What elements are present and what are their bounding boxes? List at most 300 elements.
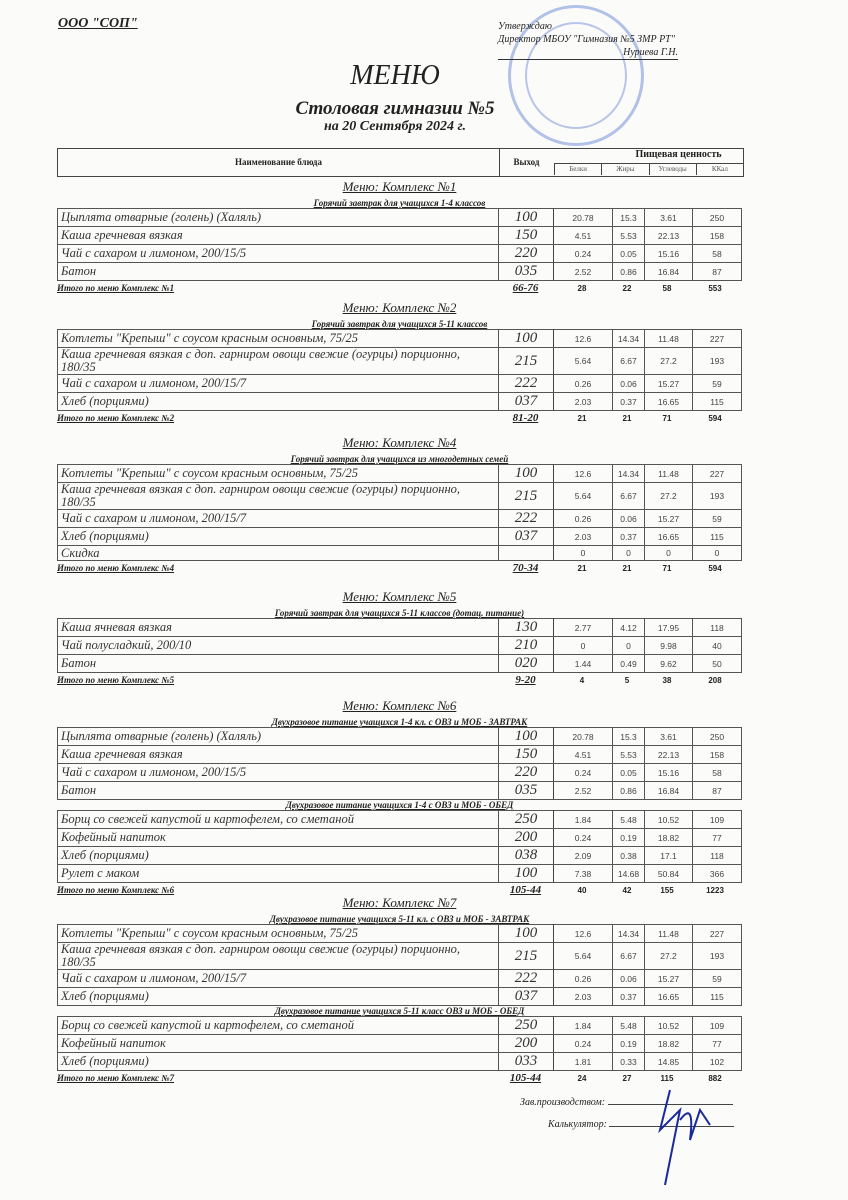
nutrition-value: 0.86: [613, 782, 645, 800]
total-value: 58: [662, 283, 672, 293]
nutrition-value: 50.84: [645, 865, 693, 883]
dish-yield: 035: [499, 263, 554, 281]
header-protein: Белки: [554, 164, 601, 175]
approval-block: [498, 20, 678, 60]
nutrition-value: 0.19: [613, 829, 645, 847]
nutrition-value: 118: [693, 847, 742, 865]
dish-name: Цыплята отварные (голень) (Халяль): [58, 728, 499, 746]
nutrition-value: 10.52: [645, 811, 693, 829]
dish-table: [57, 464, 742, 561]
nutrition-value: 0: [554, 546, 613, 561]
dish-name: Батон: [58, 263, 499, 281]
nutrition-value: 27.2: [645, 943, 693, 970]
nutrition-value: 118: [693, 619, 742, 637]
nutrition-value: 2.03: [554, 528, 613, 546]
nutrition-value: 14.34: [613, 465, 645, 483]
nutrition-value: 4.51: [554, 227, 613, 245]
group-subtitle: Двухразовое питание учащихся 5-11 класс ОВЗ и МОБ - ОБЕД: [274, 1006, 525, 1016]
nutrition-value: 0.24: [554, 829, 613, 847]
dish-name: Хлеб (порциями): [58, 847, 499, 865]
nutrition-value: 1.84: [554, 811, 613, 829]
nutrition-value: 3.61: [645, 728, 693, 746]
total-value: 40: [577, 885, 587, 895]
group-subtitle: Горячий завтрак для учащихся 1-4 классов: [313, 198, 486, 208]
nutrition-value: 366: [693, 865, 742, 883]
dish-name: Рулет с маком: [58, 865, 499, 883]
table-row: [58, 1035, 742, 1053]
menu-section: [57, 435, 742, 575]
total-value: 115: [660, 1073, 674, 1083]
nutrition-value: 109: [693, 1017, 742, 1035]
approval-line-2: Директор МБОУ "Гимназия №5 ЗМР РТ": [498, 34, 675, 45]
nutrition-value: 5.48: [613, 1017, 645, 1035]
dish-yield: 222: [499, 970, 554, 988]
nutrition-value: 87: [693, 782, 742, 800]
dish-yield: 100: [499, 925, 554, 943]
dish-yield: 100: [499, 728, 554, 746]
dish-yield: 215: [499, 348, 554, 375]
section-title: Меню: Комплекс №4: [342, 435, 457, 450]
section-total: [57, 561, 742, 575]
dish-yield: 100: [499, 209, 554, 227]
dish-yield: 215: [499, 943, 554, 970]
nutrition-value: 15.3: [613, 209, 645, 227]
group-subtitle: Горячий завтрак для учащихся 5-11 классов: [311, 319, 488, 329]
nutrition-value: 2.52: [554, 263, 613, 281]
table-row: [58, 943, 742, 970]
nutrition-value: 193: [693, 348, 742, 375]
dish-name: Хлеб (порциями): [58, 988, 499, 1006]
nutrition-value: 2.52: [554, 782, 613, 800]
section-total: [57, 411, 742, 425]
total-value: 155: [660, 885, 674, 895]
approval-line-1: Утверждаю: [498, 21, 552, 32]
organization-name: ООО "СОП": [58, 16, 138, 31]
dish-name: Каша гречневая вязкая с доп. гарниром овощи свежие (огурцы) порционно, 180/35: [58, 348, 499, 375]
dish-name: Чай полусладкий, 200/10: [58, 637, 499, 655]
dish-name: Чай с сахаром и лимоном, 200/15/5: [58, 245, 499, 263]
dish-yield: 037: [499, 528, 554, 546]
table-row: [58, 393, 742, 411]
dish-yield: [499, 546, 554, 561]
table-row: [58, 655, 742, 673]
total-value: 882: [708, 1073, 722, 1083]
nutrition-value: 77: [693, 829, 742, 847]
dish-yield: 215: [499, 483, 554, 510]
header-yield: Выход: [513, 157, 540, 167]
dish-table: [57, 618, 742, 673]
nutrition-value: 0.24: [554, 764, 613, 782]
total-value: 28: [577, 283, 587, 293]
nutrition-value: 14.34: [613, 330, 645, 348]
nutrition-value: 0.24: [554, 245, 613, 263]
nutrition-value: 158: [693, 227, 742, 245]
group-subtitle: Двухразовое питание учащихся 1-4 кл. с ОВЗ и МОБ - ЗАВТРАК: [271, 717, 528, 727]
table-row: [58, 483, 742, 510]
table-row: [58, 375, 742, 393]
nutrition-value: 5.53: [613, 746, 645, 764]
nutrition-value: 102: [693, 1053, 742, 1071]
nutrition-value: 5.64: [554, 943, 613, 970]
total-value: 21: [622, 413, 632, 423]
dish-yield: 220: [499, 764, 554, 782]
nutrition-value: 12.6: [554, 465, 613, 483]
nutrition-value: 0.06: [613, 510, 645, 528]
menu-section: [57, 589, 742, 687]
total-value: 24: [577, 1073, 587, 1083]
nutrition-value: 6.67: [613, 943, 645, 970]
dish-yield: 220: [499, 245, 554, 263]
table-row: [58, 1017, 742, 1035]
nutrition-value: 16.65: [645, 393, 693, 411]
total-value: 21: [577, 563, 587, 573]
nutrition-value: 4.12: [613, 619, 645, 637]
section-title: Меню: Комплекс №7: [342, 895, 457, 910]
approval-signatory: Нуриева Г.Н.: [498, 46, 678, 60]
table-row: [58, 637, 742, 655]
table-row: [58, 829, 742, 847]
dish-name: Цыплята отварные (голень) (Халяль): [58, 209, 499, 227]
nutrition-value: 17.1: [645, 847, 693, 865]
dish-yield: 150: [499, 746, 554, 764]
dish-name: Чай с сахаром и лимоном, 200/15/5: [58, 764, 499, 782]
nutrition-value: 59: [693, 510, 742, 528]
table-row: [58, 988, 742, 1006]
dish-name: Хлеб (порциями): [58, 393, 499, 411]
nutrition-value: 5.64: [554, 483, 613, 510]
nutrition-value: 0.05: [613, 764, 645, 782]
dish-yield: 150: [499, 227, 554, 245]
nutrition-value: 115: [693, 988, 742, 1006]
dish-name: Батон: [58, 782, 499, 800]
total-yield: 9-20: [515, 674, 536, 686]
dish-table: [57, 924, 742, 1006]
nutrition-value: 22.13: [645, 746, 693, 764]
total-value: 42: [622, 885, 632, 895]
total-value: 594: [708, 413, 722, 423]
nutrition-value: 2.03: [554, 393, 613, 411]
total-value: 21: [577, 413, 587, 423]
nutrition-value: 193: [693, 483, 742, 510]
dish-name: Котлеты "Крепыш" с соусом красным основным, 75/25: [58, 925, 499, 943]
nutrition-value: 227: [693, 330, 742, 348]
nutrition-value: 0: [693, 546, 742, 561]
total-value: 1223: [706, 885, 724, 895]
total-value: 5: [624, 675, 630, 685]
nutrition-value: 2.77: [554, 619, 613, 637]
nutrition-value: 17.95: [645, 619, 693, 637]
dish-yield: 033: [499, 1053, 554, 1071]
total-value: 27: [622, 1073, 632, 1083]
nutrition-value: 1.84: [554, 1017, 613, 1035]
nutrition-value: 115: [693, 393, 742, 411]
nutrition-value: 15.27: [645, 510, 693, 528]
nutrition-value: 0.26: [554, 510, 613, 528]
dish-table: [57, 208, 742, 281]
nutrition-value: 0.24: [554, 1035, 613, 1053]
nutrition-value: 5.64: [554, 348, 613, 375]
group-subtitle: Двухразовое питание учащихся 5-11 кл. с ОВЗ и МОБ - ЗАВТРАК: [269, 914, 530, 924]
nutrition-value: 0: [645, 546, 693, 561]
nutrition-value: 0.26: [554, 970, 613, 988]
nutrition-value: 11.48: [645, 925, 693, 943]
nutrition-value: 2.03: [554, 988, 613, 1006]
nutrition-value: 3.61: [645, 209, 693, 227]
table-row: [58, 209, 742, 227]
total-yield: 66-76: [512, 282, 539, 294]
dish-yield: 200: [499, 829, 554, 847]
dish-name: Чай с сахаром и лимоном, 200/15/7: [58, 510, 499, 528]
dish-name: Каша гречневая вязкая с доп. гарниром овощи свежие (огурцы) порционно, 180/35: [58, 943, 499, 970]
nutrition-value: 10.52: [645, 1017, 693, 1035]
nutrition-value: 6.67: [613, 483, 645, 510]
nutrition-value: 16.65: [645, 528, 693, 546]
total-value: 553: [708, 283, 722, 293]
nutrition-value: 115: [693, 528, 742, 546]
nutrition-value: 11.48: [645, 465, 693, 483]
production-label: Зав.производством:: [520, 1097, 606, 1108]
total-label: Итого по меню Комплекс №7: [57, 1073, 175, 1083]
table-row: [58, 1053, 742, 1071]
table-row: [58, 528, 742, 546]
table-row: [58, 782, 742, 800]
nutrition-value: 0: [613, 546, 645, 561]
dish-yield: 250: [499, 1017, 554, 1035]
total-label: Итого по меню Комплекс №6: [57, 885, 175, 895]
nutrition-value: 1.44: [554, 655, 613, 673]
nutrition-value: 14.34: [613, 925, 645, 943]
nutrition-value: 0.33: [613, 1053, 645, 1071]
nutrition-value: 18.82: [645, 829, 693, 847]
dish-table: [57, 727, 742, 800]
dish-yield: 100: [499, 465, 554, 483]
nutrition-value: 22.13: [645, 227, 693, 245]
nutrition-value: 11.48: [645, 330, 693, 348]
menu-section: [57, 895, 742, 1085]
dish-name: Батон: [58, 655, 499, 673]
dish-name: Каша гречневая вязкая: [58, 227, 499, 245]
nutrition-value: 2.09: [554, 847, 613, 865]
dish-name: Скидка: [58, 546, 499, 561]
dish-name: Хлеб (порциями): [58, 1053, 499, 1071]
total-value: 21: [622, 563, 632, 573]
nutrition-value: 40: [693, 637, 742, 655]
dish-name: Чай с сахаром и лимоном, 200/15/7: [58, 970, 499, 988]
table-row: [58, 970, 742, 988]
nutrition-value: 0.06: [613, 970, 645, 988]
nutrition-value: 0.37: [613, 528, 645, 546]
dish-table: [57, 1016, 742, 1071]
table-row: [58, 811, 742, 829]
table-row: [58, 330, 742, 348]
nutrition-value: 16.65: [645, 988, 693, 1006]
nutrition-value: 0.06: [613, 375, 645, 393]
nutrition-value: 227: [693, 925, 742, 943]
nutrition-value: 59: [693, 375, 742, 393]
nutrition-value: 193: [693, 943, 742, 970]
total-label: Итого по меню Комплекс №1: [57, 283, 175, 293]
dish-name: Каша ячневая вязкая: [58, 619, 499, 637]
dish-name: Котлеты "Крепыш" с соусом красным основным, 75/25: [58, 330, 499, 348]
nutrition-value: 20.78: [554, 209, 613, 227]
dish-yield: 200: [499, 1035, 554, 1053]
nutrition-value: 12.6: [554, 925, 613, 943]
menu-date: на 20 Сентября 2024 г.: [324, 119, 466, 134]
header-kcal: ККал: [696, 164, 743, 175]
total-value: 594: [708, 563, 722, 573]
nutrition-value: 58: [693, 245, 742, 263]
dish-yield: 037: [499, 988, 554, 1006]
dish-name: Хлеб (порциями): [58, 528, 499, 546]
nutrition-value: 5.53: [613, 227, 645, 245]
nutrition-value: 27.2: [645, 348, 693, 375]
table-row: [58, 764, 742, 782]
total-yield: 105-44: [509, 884, 542, 896]
nutrition-value: 4.51: [554, 746, 613, 764]
header-carbs: Углеводы: [649, 164, 696, 175]
total-yield: 81-20: [512, 412, 539, 424]
dish-yield: 100: [499, 330, 554, 348]
table-row: [58, 245, 742, 263]
total-label: Итого по меню Комплекс №4: [57, 563, 175, 573]
section-total: [57, 673, 742, 687]
nutrition-value: 9.98: [645, 637, 693, 655]
dish-name: Борщ со свежей капустой и картофелем, со сметаной: [58, 811, 499, 829]
nutrition-value: 250: [693, 728, 742, 746]
nutrition-value: 0: [554, 637, 613, 655]
dish-yield: 020: [499, 655, 554, 673]
table-row: [58, 546, 742, 561]
table-row: [58, 348, 742, 375]
total-label: Итого по меню Комплекс №5: [57, 675, 175, 685]
nutrition-value: 0.49: [613, 655, 645, 673]
dish-table: [57, 810, 742, 883]
page-subtitle: Столовая гимназии №5: [295, 98, 495, 119]
group-subtitle: Двухразовое питание учащихся 1-4 с ОВЗ и МОБ - ОБЕД: [285, 800, 514, 810]
calculator-label: Калькулятор:: [548, 1119, 607, 1130]
nutrition-value: 250: [693, 209, 742, 227]
nutrition-value: 18.82: [645, 1035, 693, 1053]
page-title: МЕНЮ: [350, 60, 440, 91]
nutrition-value: 158: [693, 746, 742, 764]
nutrition-value: 0.26: [554, 375, 613, 393]
nutrition-value: 15.16: [645, 764, 693, 782]
menu-section: [57, 698, 742, 897]
nutrition-value: 15.3: [613, 728, 645, 746]
total-value: 22: [622, 283, 632, 293]
nutrition-value: 6.67: [613, 348, 645, 375]
total-value: 38: [662, 675, 672, 685]
dish-yield: 130: [499, 619, 554, 637]
nutrition-value: 16.84: [645, 263, 693, 281]
menu-section: [57, 300, 742, 425]
dish-name: Котлеты "Крепыш" с соусом красным основным, 75/25: [58, 465, 499, 483]
header-nutrition: Пищевая ценность: [635, 149, 722, 160]
nutrition-value: 0.05: [613, 245, 645, 263]
total-yield: 105-44: [509, 1072, 542, 1084]
nutrition-value: 227: [693, 465, 742, 483]
dish-yield: 222: [499, 375, 554, 393]
table-row: [58, 847, 742, 865]
dish-name: Кофейный напиток: [58, 1035, 499, 1053]
table-row: [58, 746, 742, 764]
table-row: [58, 728, 742, 746]
nutrition-value: 15.16: [645, 245, 693, 263]
dish-name: Чай с сахаром и лимоном, 200/15/7: [58, 375, 499, 393]
total-label: Итого по меню Комплекс №2: [57, 413, 175, 423]
nutrition-value: 14.85: [645, 1053, 693, 1071]
nutrition-value: 58: [693, 764, 742, 782]
dish-yield: 222: [499, 510, 554, 528]
nutrition-value: 14.68: [613, 865, 645, 883]
nutrition-value: 15.27: [645, 970, 693, 988]
table-row: [58, 263, 742, 281]
header-name: Наименование блюда: [58, 149, 500, 176]
dish-name: Каша гречневая вязкая: [58, 746, 499, 764]
table-row: [58, 465, 742, 483]
nutrition-value: 12.6: [554, 330, 613, 348]
section-title: Меню: Комплекс №2: [342, 300, 457, 315]
total-value: 4: [579, 675, 585, 685]
nutrition-value: 0: [613, 637, 645, 655]
table-row: [58, 619, 742, 637]
table-row: [58, 925, 742, 943]
total-yield: 70-34: [512, 562, 539, 574]
dish-name: Борщ со свежей капустой и картофелем, со сметаной: [58, 1017, 499, 1035]
menu-section: [57, 179, 742, 295]
nutrition-value: 16.84: [645, 782, 693, 800]
dish-yield: 210: [499, 637, 554, 655]
nutrition-value: 20.78: [554, 728, 613, 746]
header-fat: Жиры: [601, 164, 648, 175]
table-row: [58, 227, 742, 245]
nutrition-value: 0.38: [613, 847, 645, 865]
dish-yield: 038: [499, 847, 554, 865]
section-total: [57, 281, 742, 295]
total-value: 208: [708, 675, 722, 685]
nutrition-value: 15.27: [645, 375, 693, 393]
dish-yield: 250: [499, 811, 554, 829]
dish-yield: 035: [499, 782, 554, 800]
total-value: 71: [662, 563, 672, 573]
dish-table: [57, 329, 742, 411]
nutrition-value: 0.37: [613, 988, 645, 1006]
dish-name: Каша гречневая вязкая с доп. гарниром овощи свежие (огурцы) порционно, 180/35: [58, 483, 499, 510]
dish-yield: 037: [499, 393, 554, 411]
total-value: 71: [662, 413, 672, 423]
table-row: [58, 510, 742, 528]
nutrition-value: 9.62: [645, 655, 693, 673]
section-title: Меню: Комплекс №1: [342, 179, 457, 194]
nutrition-value: 109: [693, 811, 742, 829]
signature: [640, 1070, 720, 1190]
dish-yield: 100: [499, 865, 554, 883]
nutrition-value: 87: [693, 263, 742, 281]
table-header: [57, 148, 744, 177]
group-subtitle: Горячий завтрак для учащихся из многодетных семей: [290, 454, 509, 464]
section-title: Меню: Комплекс №6: [342, 698, 457, 713]
nutrition-value: 27.2: [645, 483, 693, 510]
nutrition-value: 0.86: [613, 263, 645, 281]
section-title: Меню: Комплекс №5: [342, 589, 457, 604]
nutrition-value: 77: [693, 1035, 742, 1053]
nutrition-value: 59: [693, 970, 742, 988]
nutrition-value: 0.37: [613, 393, 645, 411]
nutrition-value: 50: [693, 655, 742, 673]
nutrition-value: 0.19: [613, 1035, 645, 1053]
nutrition-value: 1.81: [554, 1053, 613, 1071]
nutrition-value: 5.48: [613, 811, 645, 829]
